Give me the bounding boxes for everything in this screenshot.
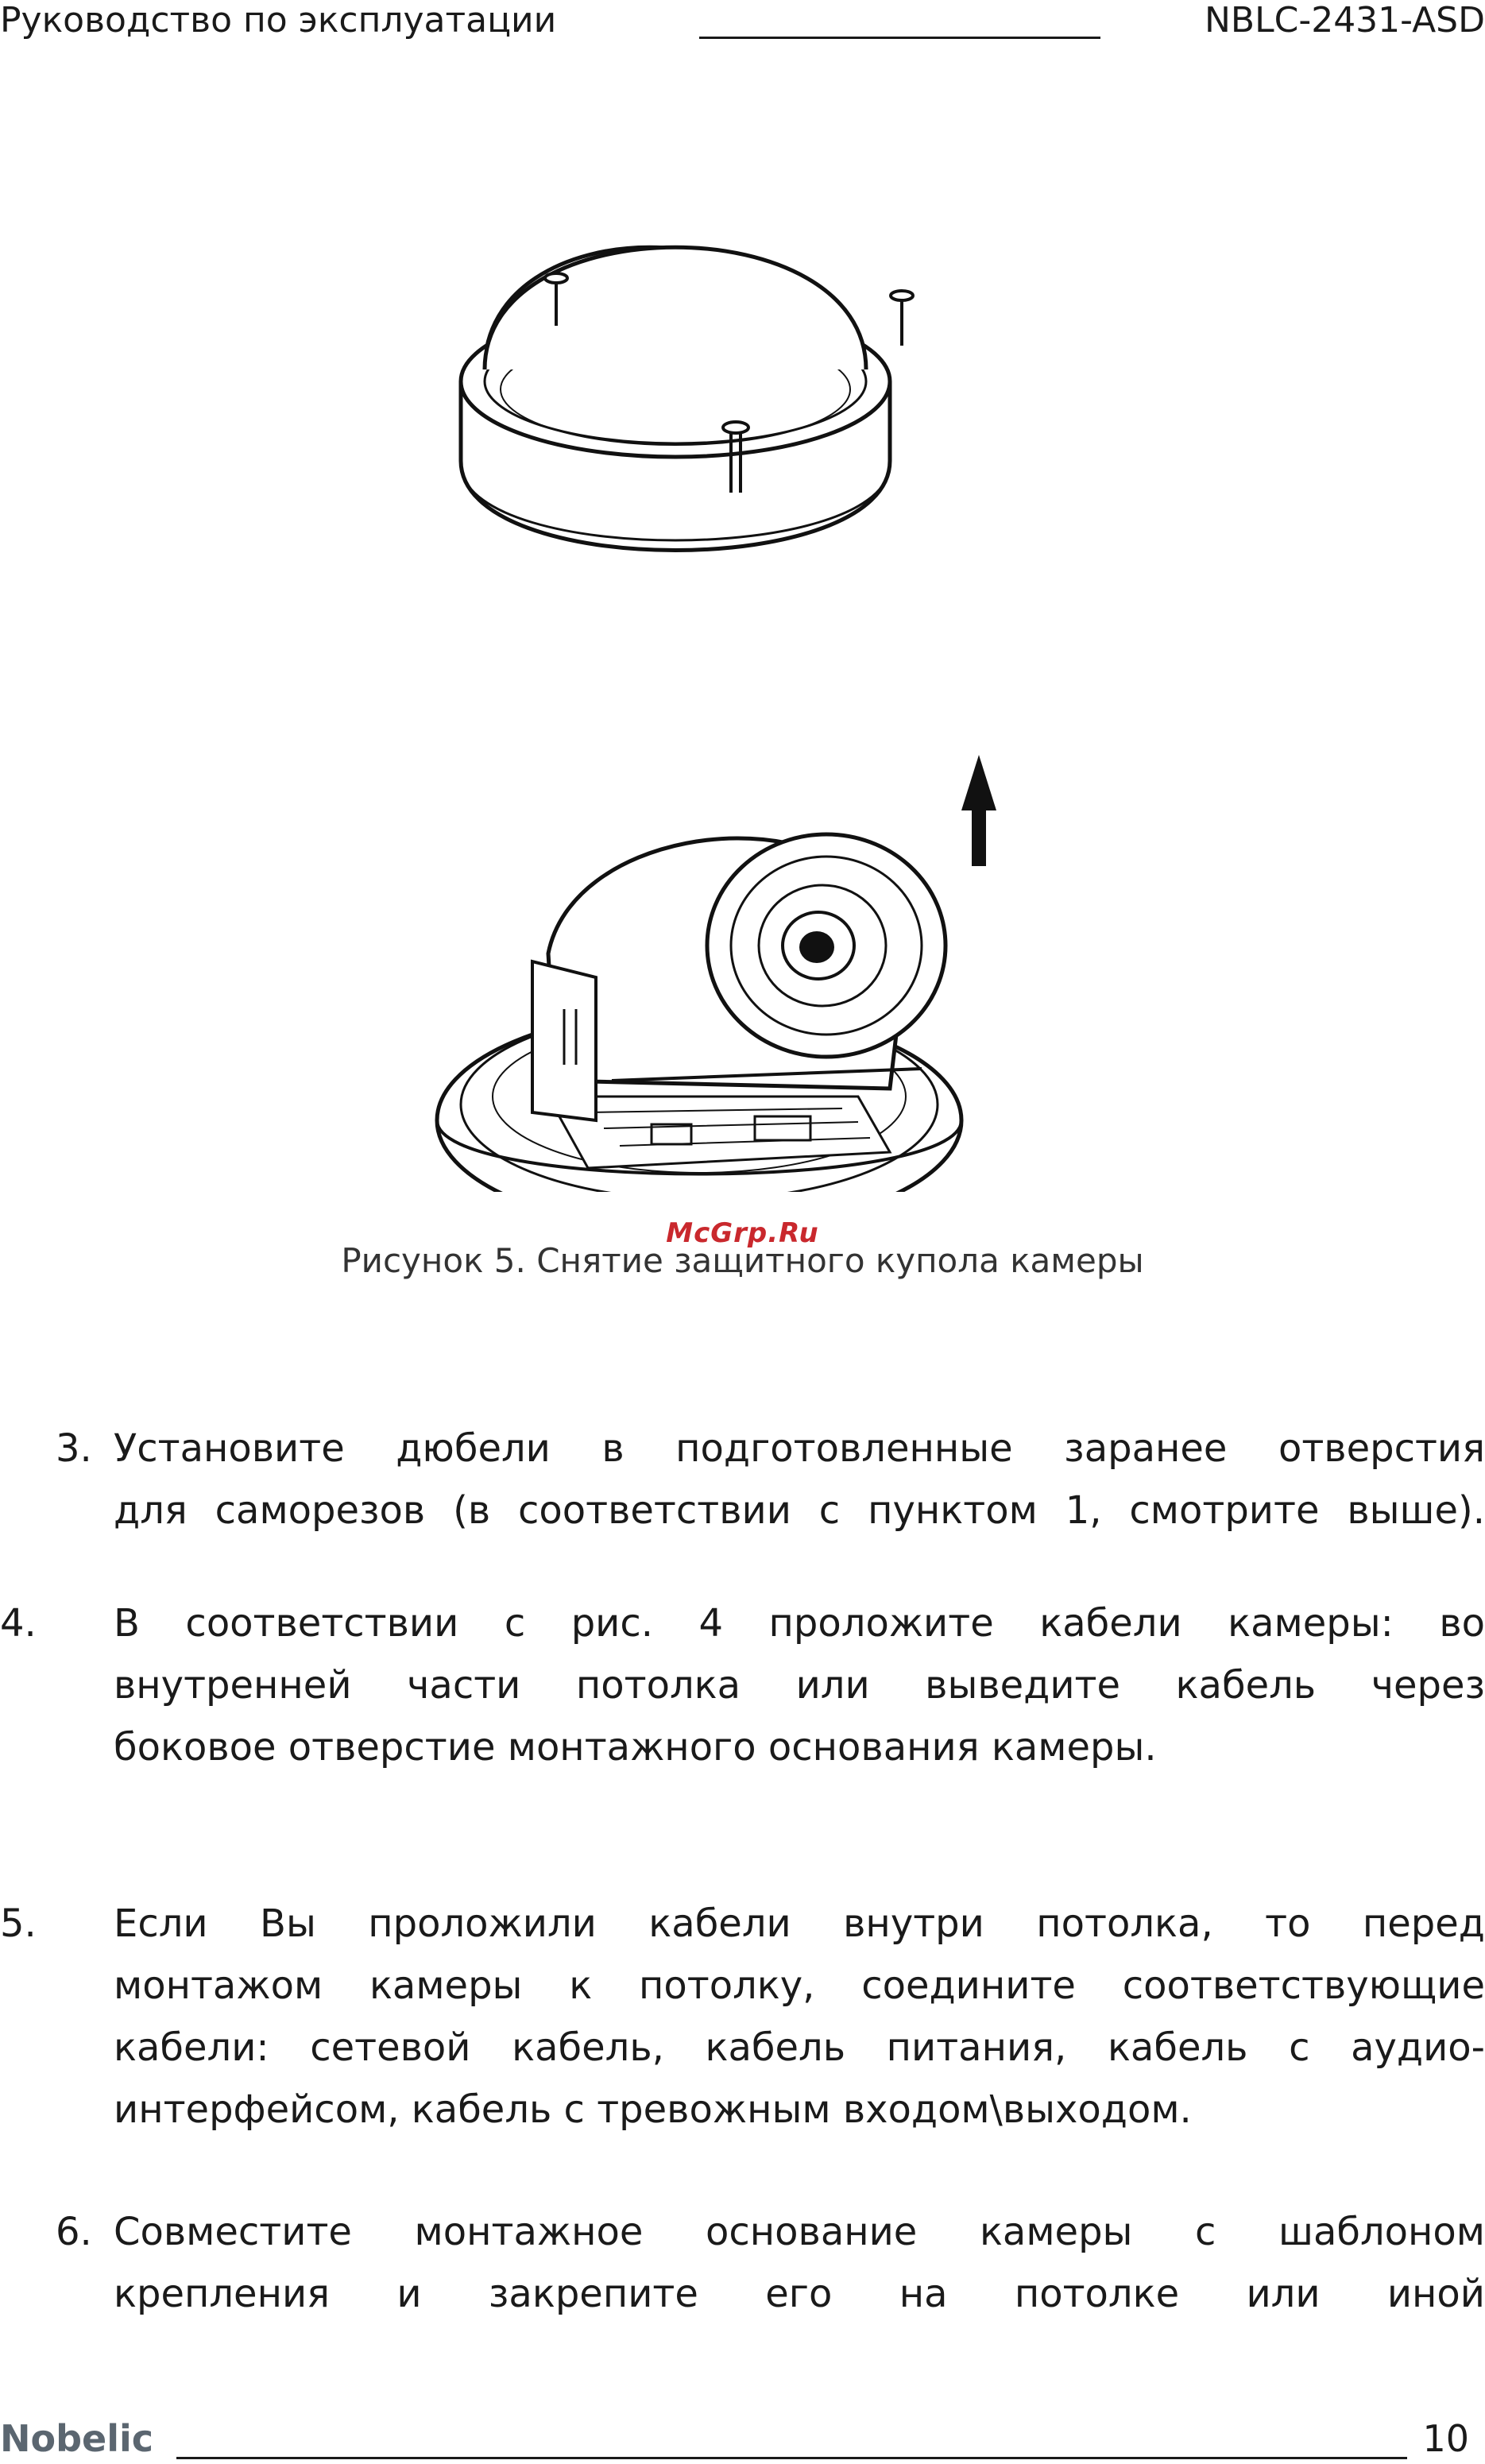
header-rule [699,37,1100,39]
text-line: монтажом камеры к потолку, соедините соответствующие [114,1963,1485,2008]
list-item-text [114,1893,1485,2141]
brand-logo: Nobelic [0,2417,154,2460]
list-item-number: 3. [56,1426,92,1471]
text-line: интерфейсом, кабель с тревожным входом\выходом. [114,2087,1192,2132]
text-line: для саморезов (в соответствии с пунктом 1, смотрите выше). [114,1488,1485,1533]
dome-cover [461,247,913,550]
list-item-number: 6. [56,2210,92,2254]
page-number: 10 [1422,2417,1469,2460]
text-line: Установите дюбели в подготовленные заранее отверстия [114,1426,1485,1471]
list-item-number: 4. [0,1601,37,1646]
footer-rule [176,2457,1407,2459]
camera-dome-removal-illustration [413,119,1112,1192]
list-item-4 [0,1592,1485,1783]
watermark: McGrp.Ru [666,1217,819,1249]
list-item-5 [0,1893,1485,2147]
document-title: Руководство по эксплуатации [0,0,557,41]
text-line: внутренней части потолка или выведите кабель через [114,1663,1485,1708]
text-line: В соответствии с рис. 4 проложите кабели камеры: во [114,1601,1485,1646]
list-item-text [114,2201,1485,2325]
list-item-6 [0,2201,1485,2328]
model-number: NBLC-2431-ASD [1204,0,1485,41]
text-line: Если Вы проложили кабели внутри потолка, то перед [114,1901,1485,1946]
list-item-3 [0,1418,1485,1545]
list-item-text [114,1592,1485,1778]
up-arrow-icon [961,755,996,866]
text-line: Совместите монтажное основание камеры с шаблоном [114,2210,1485,2254]
text-line: крепления и закрепите его на потолке или иной [114,2272,1485,2316]
page-header [0,0,1485,48]
list-item-text [114,1418,1485,1541]
text-line: боковое отверстие монтажного основания камеры. [114,1725,1157,1770]
text-line: кабели: сетевой кабель, кабель питания, кабель с аудио- [114,2025,1485,2070]
list-item-number: 5. [0,1901,37,1946]
camera-head [532,834,946,1120]
figure-caption: Рисунок 5. Снятие защитного купола камеры [341,1241,1144,1280]
page-footer [0,2416,1485,2463]
